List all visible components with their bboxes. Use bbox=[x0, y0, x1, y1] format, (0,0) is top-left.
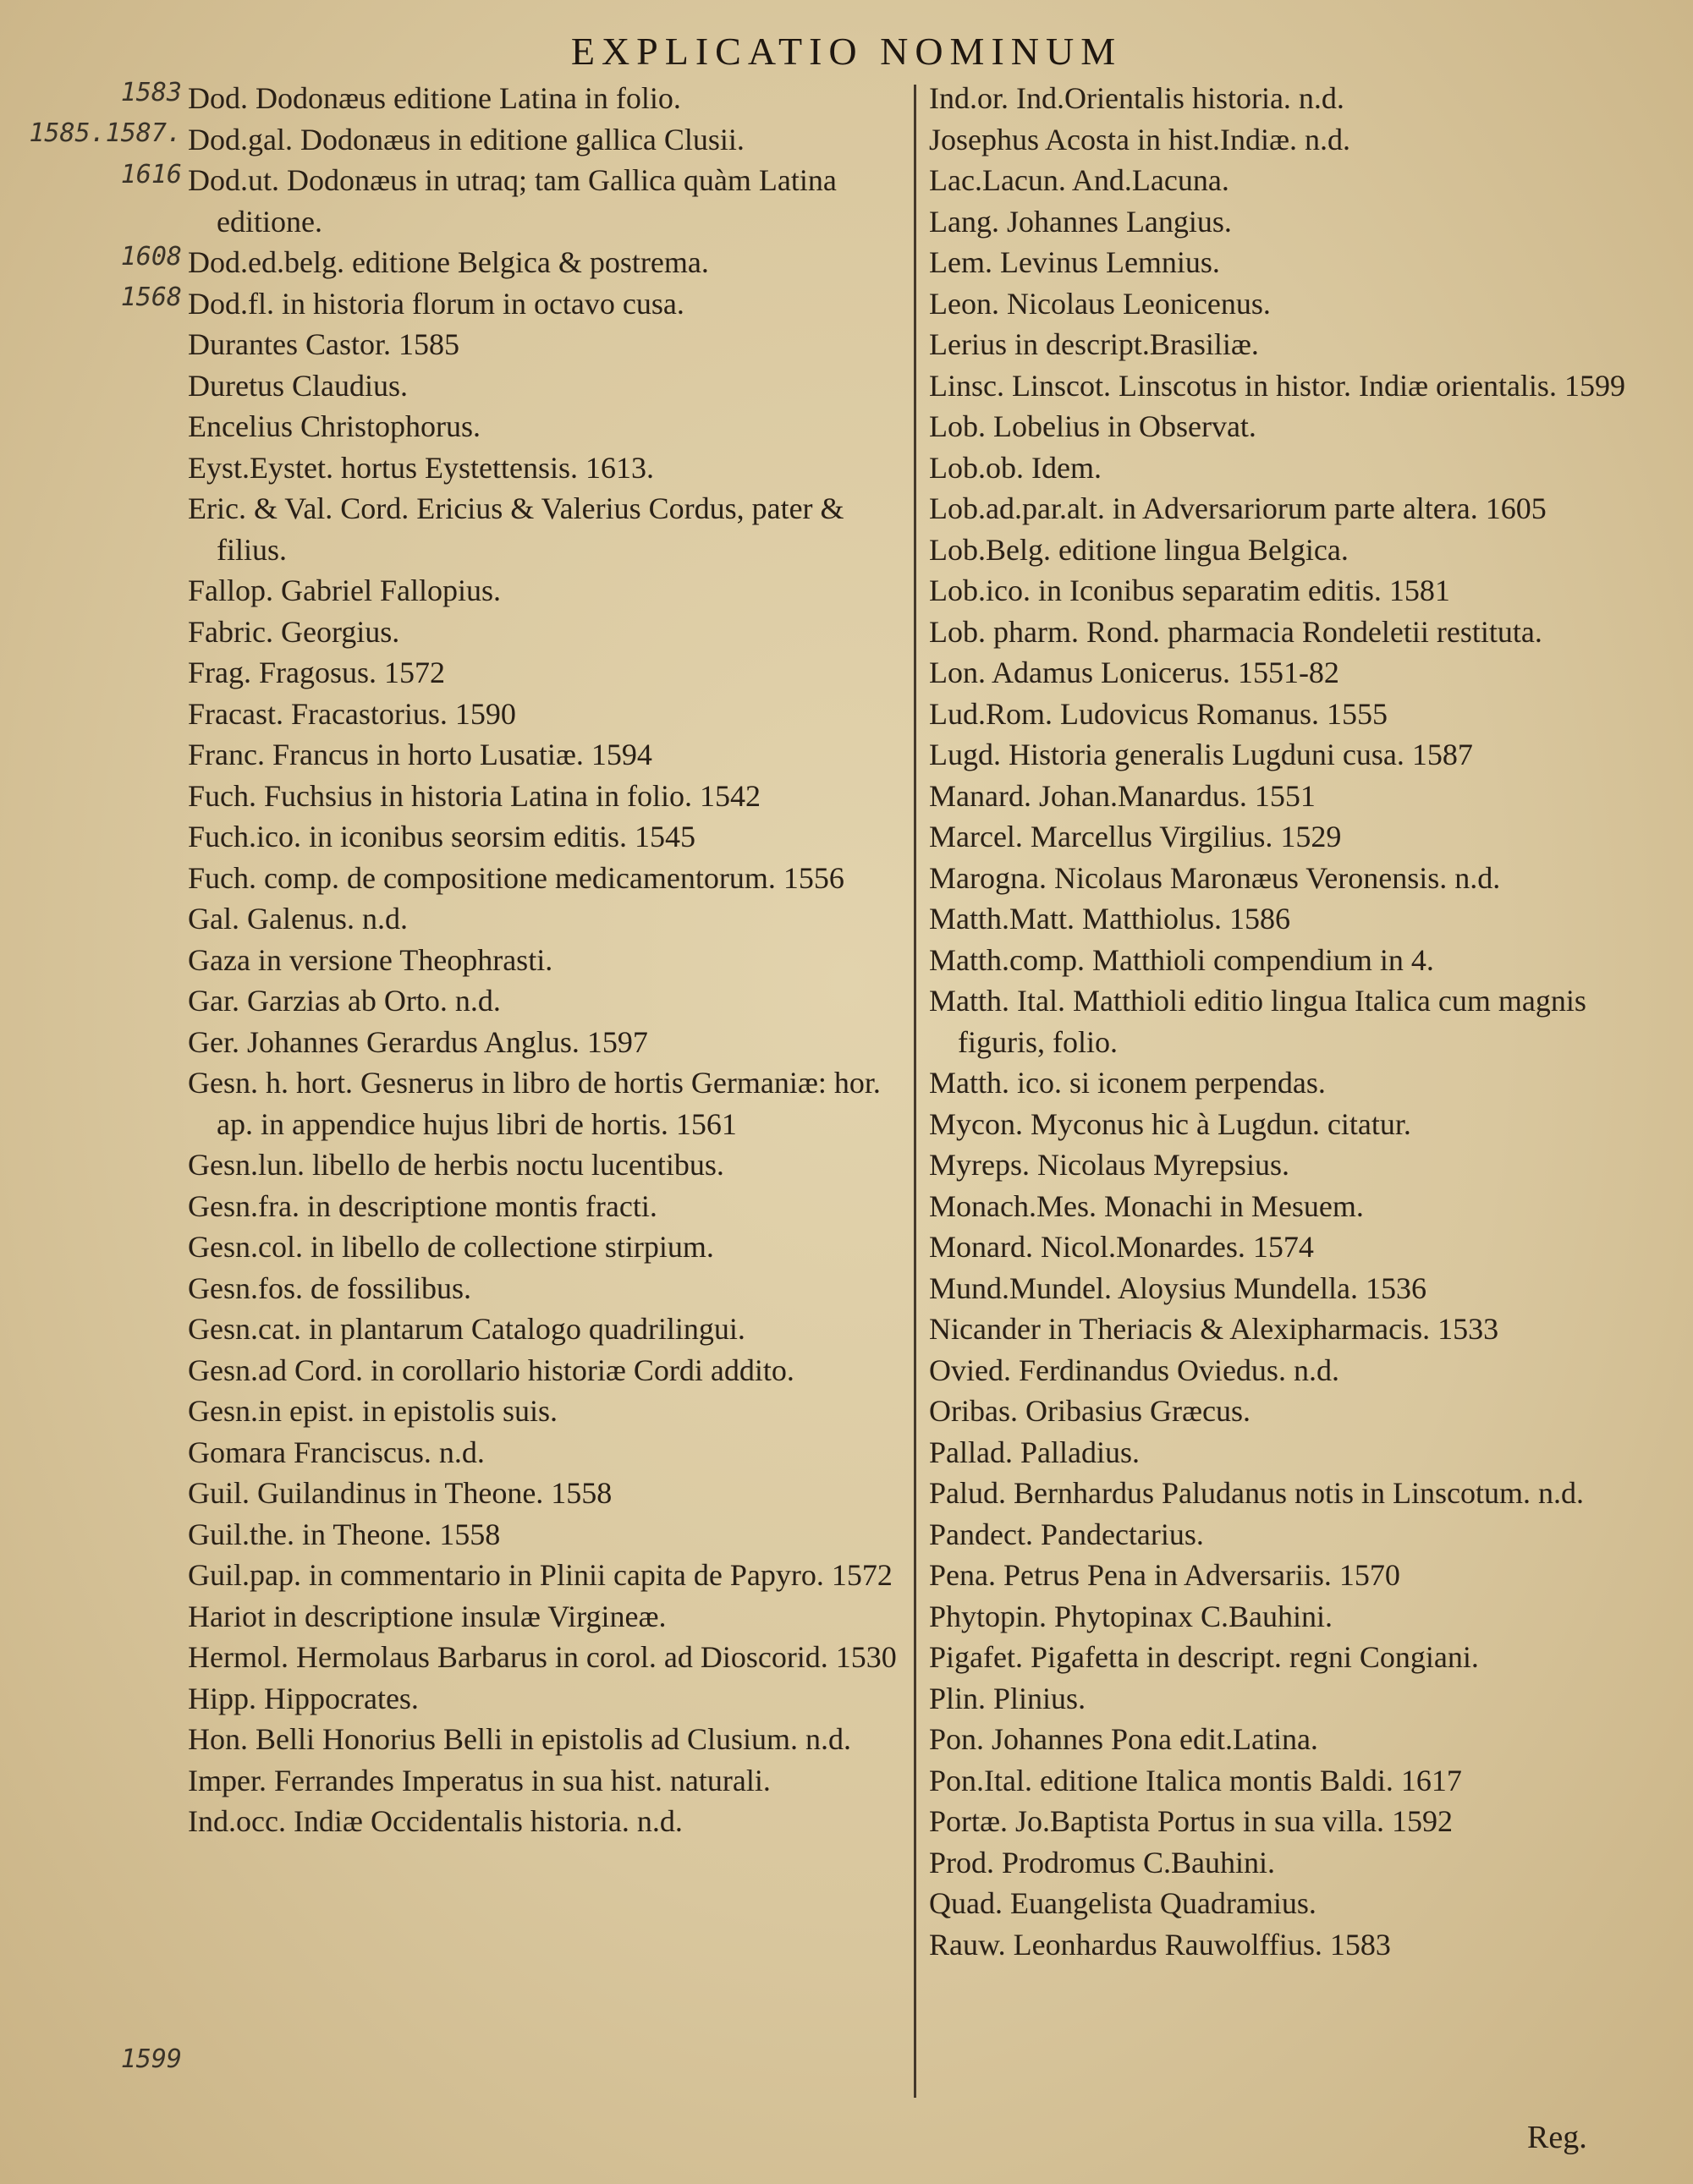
index-entry: Dod. Dodonæus editione Latina in folio. bbox=[188, 81, 681, 115]
index-entry: Lang. Johannes Langius. bbox=[929, 204, 1232, 239]
margin-note: 1568 bbox=[120, 283, 182, 312]
index-entry: Ind.occ. Indiæ Occidentalis historia. n.d. bbox=[188, 1804, 683, 1838]
index-entry: Pon.Ital. editione Italica montis Baldi. 1617 bbox=[929, 1763, 1462, 1797]
index-entry: Lud.Rom. Ludovicus Romanus. 1555 bbox=[929, 696, 1388, 731]
index-entry: Mycon. Myconus hic à Lugdun. citatur. bbox=[929, 1106, 1411, 1141]
index-entry: Fuch.ico. in iconibus seorsim editis. 1545 bbox=[188, 820, 695, 853]
index-entry: Matth.comp. Matthioli compendium in 4. bbox=[929, 942, 1434, 977]
index-entry: Pena. Petrus Pena in Adversariis. 1570 bbox=[929, 1558, 1400, 1592]
page-header: EXPLICATIO NOMINUM bbox=[570, 30, 1123, 73]
index-entry: Oribas. Oribasius Græcus. bbox=[929, 1394, 1251, 1428]
index-entry: Fracast. Fracastorius. 1590 bbox=[188, 696, 516, 731]
index-entry: Franc. Francus in horto Lusatiæ. 1594 bbox=[188, 738, 652, 771]
index-entry: Lob. Lobelius in Observat. bbox=[929, 409, 1256, 443]
index-entry: Monard. Nicol.Monardes. 1574 bbox=[929, 1230, 1314, 1264]
index-entry: Rauw. Leonhardus Rauwolffius. 1583 bbox=[929, 1927, 1391, 1962]
index-entry: Prod. Prodromus C.Bauhini. bbox=[929, 1845, 1276, 1879]
index-entry: Pigafet. Pigafetta in descript. regni Congiani. bbox=[929, 1640, 1479, 1674]
index-entry: Hariot in descriptione insulæ Virgineæ. bbox=[188, 1599, 667, 1633]
right-column bbox=[929, 78, 1665, 1965]
index-entry: Gesn.col. in libello de collectione stirpium. bbox=[188, 1230, 714, 1264]
index-entry: Gesn.fos. de fossilibus. bbox=[188, 1270, 471, 1305]
index-entry: Dod.fl. in historia florum in octavo cusa. bbox=[188, 286, 684, 321]
index-entry: Lob.Belg. editione lingua Belgica. bbox=[929, 532, 1349, 567]
index-entry: Gesn.lun. libello de herbis noctu lucentibus. bbox=[188, 1148, 724, 1182]
index-entry: Plin. Plinius. bbox=[929, 1681, 1086, 1715]
index-entry: Pon. Johannes Pona edit.Latina. bbox=[929, 1722, 1318, 1756]
index-entry: Josephus Acosta in hist.Indiæ. n.d. bbox=[929, 122, 1351, 156]
index-entry: Lon. Adamus Lonicerus. 1551-82 bbox=[929, 656, 1339, 689]
index-entry: Gesn.in epist. in epistolis suis. bbox=[188, 1394, 558, 1428]
index-entry: Durantes Castor. 1585 bbox=[188, 327, 459, 361]
margin-note: 1599 bbox=[120, 2044, 182, 2074]
index-entry: Matth.Matt. Matthiolus. 1586 bbox=[929, 902, 1290, 936]
index-entry: Lob.ico. in Iconibus separatim editis. 1581 bbox=[929, 573, 1450, 607]
index-entry: Dod.gal. Dodonæus in editione gallica Clusii. bbox=[188, 122, 745, 156]
index-entry: Lob.ad.par.alt. in Adversariorum parte altera. 1605 bbox=[929, 491, 1547, 525]
index-entry: Monach.Mes. Monachi in Mesuem. bbox=[929, 1188, 1364, 1223]
index-entry: Guil.pap. in commentario in Plinii capita de Papyro. 1572 bbox=[188, 1558, 893, 1592]
index-entry: Hermol. Hermolaus Barbarus in corol. ad Dioscorid. 1530 bbox=[188, 1640, 897, 1674]
index-entry: Nicander in Theriacis & Alexipharmacis. 1533 bbox=[929, 1312, 1499, 1346]
index-entry: Lac.Lacun. And.Lacuna. bbox=[929, 163, 1229, 197]
column-divider bbox=[914, 85, 916, 2098]
index-entry: Eric. & Val. Cord. Ericius & Valerius Cordus, pater & filius. bbox=[188, 491, 844, 567]
index-entry: Palud. Bernhardus Paludanus notis in Linscotum. n.d. bbox=[929, 1476, 1584, 1510]
margin-note: 1583 bbox=[120, 78, 182, 107]
index-entry: Ovied. Ferdinandus Oviedus. n.d. bbox=[929, 1353, 1339, 1387]
margin-note: 1608 bbox=[120, 242, 182, 272]
index-entry: Ind.or. Ind.Orientalis historia. n.d. bbox=[929, 81, 1344, 115]
index-entry: Gesn.cat. in plantarum Catalogo quadrilingui. bbox=[188, 1312, 745, 1346]
index-entry: Gaza in versione Theophrasti. bbox=[188, 942, 553, 977]
index-entry: Matth. Ital. Matthioli editio lingua Italica cum magnis figuris, folio. bbox=[929, 984, 1586, 1059]
index-entry: Eyst.Eystet. hortus Eystettensis. 1613. bbox=[188, 450, 654, 485]
index-entry: Dod.ut. Dodonæus in utraq; tam Gallica quàm Latina editione. bbox=[188, 163, 837, 239]
catchword: Reg. bbox=[1527, 2120, 1587, 2155]
index-entry: Lob. pharm. Rond. pharmacia Rondeletii restituta. bbox=[929, 614, 1542, 649]
index-entry: Phytopin. Phytopinax C.Bauhini. bbox=[929, 1599, 1333, 1633]
index-entry: Marcel. Marcellus Virgilius. 1529 bbox=[929, 820, 1342, 853]
index-entry: Fabric. Georgius. bbox=[188, 614, 400, 649]
index-entry: Myreps. Nicolaus Myrepsius. bbox=[929, 1148, 1289, 1182]
index-entry: Leon. Nicolaus Leonicenus. bbox=[929, 286, 1271, 321]
index-entry: Pallad. Palladius. bbox=[929, 1435, 1140, 1469]
index-entry: Gesn.ad Cord. in corollario historiæ Cordi addito. bbox=[188, 1353, 794, 1387]
index-entry: Lerius in descript.Brasiliæ. bbox=[929, 327, 1259, 361]
index-entry: Portæ. Jo.Baptista Portus in sua villa. 1592 bbox=[929, 1804, 1454, 1838]
index-entry: Dod.ed.belg. editione Belgica & postrema. bbox=[188, 245, 709, 279]
index-entry: Matth. ico. si iconem perpendas. bbox=[929, 1066, 1326, 1100]
margin-note: 1616 bbox=[120, 160, 182, 189]
index-entry: Pandect. Pandectarius. bbox=[929, 1517, 1204, 1551]
index-entry: Encelius Christophorus. bbox=[188, 409, 481, 443]
left-column bbox=[188, 78, 907, 1842]
index-entry: Gar. Garzias ab Orto. n.d. bbox=[188, 984, 501, 1018]
index-entry: Fuch. comp. de compositione medicamentorum. 1556 bbox=[188, 860, 844, 895]
index-entry: Duretus Claudius. bbox=[188, 368, 408, 403]
index-entry: Manard. Johan.Manardus. 1551 bbox=[929, 778, 1316, 813]
margin-note: 1585.1587. bbox=[29, 118, 182, 148]
index-entry: Linsc. Linscot. Linscotus in histor. Indiæ orientalis. 1599 bbox=[929, 368, 1625, 403]
index-entry: Mund.Mundel. Aloysius Mundella. 1536 bbox=[929, 1270, 1427, 1305]
index-entry: Lem. Levinus Lemnius. bbox=[929, 245, 1220, 279]
index-entry: Guil. Guilandinus in Theone. 1558 bbox=[188, 1476, 613, 1510]
index-entry: Lob.ob. Idem. bbox=[929, 450, 1102, 485]
index-entry: Fallop. Gabriel Fallopius. bbox=[188, 573, 501, 607]
index-entry: Gesn.fra. in descriptione montis fracti. bbox=[188, 1188, 657, 1223]
index-entry: Hon. Belli Honorius Belli in epistolis ad Clusium. n.d. bbox=[188, 1722, 852, 1756]
index-entry: Gomara Franciscus. n.d. bbox=[188, 1435, 485, 1469]
index-entry: Hipp. Hippocrates. bbox=[188, 1681, 419, 1715]
index-entry: Gal. Galenus. n.d. bbox=[188, 902, 408, 936]
index-entry: Guil.the. in Theone. 1558 bbox=[188, 1517, 501, 1551]
index-entry: Gesn. h. hort. Gesnerus in libro de hortis Germaniæ: hor. ap. in appendice hujus libri de hortis. 1561 bbox=[188, 1066, 881, 1141]
index-entry: Marogna. Nicolaus Maronæus Veronensis. n.d. bbox=[929, 860, 1501, 895]
index-entry: Ger. Johannes Gerardus Anglus. 1597 bbox=[188, 1024, 648, 1059]
index-entry: Imper. Ferrandes Imperatus in sua hist. naturali. bbox=[188, 1763, 771, 1797]
index-entry: Fuch. Fuchsius in historia Latina in folio. 1542 bbox=[188, 778, 761, 813]
index-entry: Lugd. Historia generalis Lugduni cusa. 1587 bbox=[929, 738, 1473, 771]
index-entry: Frag. Fragosus. 1572 bbox=[188, 656, 445, 689]
index-entry: Quad. Euangelista Quadramius. bbox=[929, 1886, 1316, 1920]
